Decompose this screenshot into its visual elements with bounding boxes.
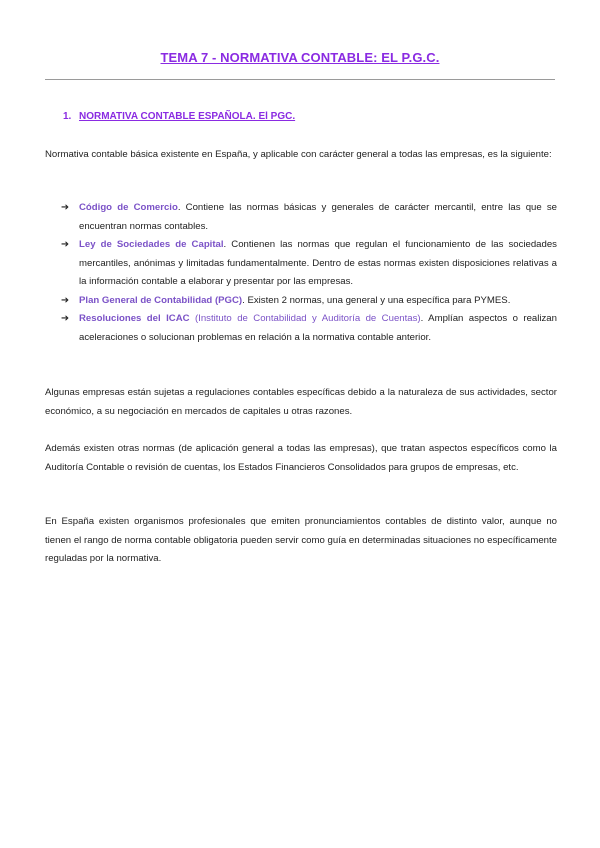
intro-paragraph: Normativa contable básica existente en España, y aplicable con carácter general a todas las empresas, es la siguiente: — [45, 149, 552, 160]
list-item-text: . Contiene las normas básicas y generales de carácter mercantil, entre las que se encuentran normas contables. — [79, 202, 557, 232]
list-item — [61, 292, 557, 311]
section-heading — [63, 111, 295, 122]
arrow-right-icon: ➔ — [61, 239, 70, 250]
body-paragraph: Algunas empresas están sujetas a regulaciones contables específicas debido a la naturaleza de sus actividades, sector económico, a su negociación en mercados de capitales u otras razones. — [45, 387, 557, 417]
list-item-text: . Existen 2 normas, una general y una específica para PYMES. — [242, 294, 511, 306]
arrow-right-icon: ➔ — [61, 313, 70, 324]
section-label: NORMATIVA CONTABLE ESPAÑOLA. El PGC. — [79, 111, 296, 122]
list-item-term: Ley de Sociedades de Capital — [79, 239, 224, 250]
list-item — [61, 199, 557, 236]
list-item-text: . Contienen las normas que regulan el funcionamiento de las sociedades mercantiles, anónimas y limitadas fundamentalmente. Dentro de estas normas existen disposiciones relativas a la información contable a elaborar y presentar por las empresas. — [79, 239, 557, 287]
list-item — [61, 310, 557, 347]
title-divider — [45, 79, 555, 80]
list-item-term-subtitle: (Instituto de Contabilidad y Auditoría de Cuentas) — [189, 313, 421, 324]
page-title: TEMA 7 - NORMATIVA CONTABLE: EL P.G.C. — [160, 50, 440, 65]
list-item-text: . Amplían aspectos o realizan aceleraciones o solucionan problemas en relación a la normativa contable anterior. — [79, 313, 557, 343]
list-item-term: Plan General de Contabilidad (PGC) — [79, 294, 243, 306]
list-item-term: Código de Comercio — [79, 202, 178, 213]
norms-list — [61, 199, 557, 347]
arrow-right-icon: ➔ — [61, 202, 70, 213]
body-paragraph: En España existen organismos profesionales que emiten pronunciamientos contables de distinto valor, aunque no tienen el rango de norma contable obligatoria pueden servir como guía en determinadas situaciones no específicamente reguladas por la normativa. — [45, 516, 557, 564]
list-item-term: Resoluciones del ICAC — [79, 313, 190, 324]
arrow-right-icon: ➔ — [61, 294, 70, 306]
list-item — [61, 236, 557, 292]
body-paragraph: Además existen otras normas (de aplicación general a todas las empresas), que tratan aspectos específicos como la Auditoría Contable o revisión de cuentas, los Estados Financieros Consolidados para grupos de empresas, etc. — [45, 443, 557, 473]
section-number: 1. — [63, 111, 72, 122]
